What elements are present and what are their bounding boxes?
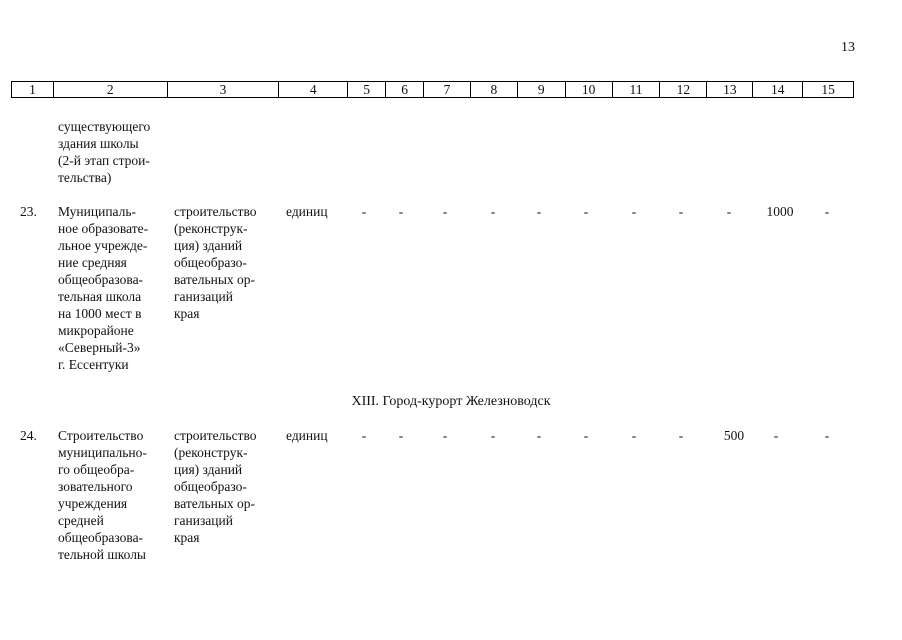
row-23-col-10: - — [583, 204, 589, 219]
row-23-col-5: - — [361, 204, 367, 219]
row-24-col-12: - — [678, 428, 684, 443]
header-col-2: 2 — [54, 82, 168, 97]
row-24-name: Строительство муниципально- го общеобра- зовательного учреждения средней общеобразова- тельной школы — [58, 428, 147, 562]
row-23-type: строительство (реконструк- ция) зданий общеобразо- вательных ор- ганизаций края — [174, 204, 257, 321]
header-col-1: 1 — [12, 82, 54, 97]
header-col-6: 6 — [386, 82, 424, 97]
row-23-col-12: - — [678, 204, 684, 219]
header-col-9: 9 — [518, 82, 566, 97]
row-23-col-9: - — [536, 204, 542, 219]
header-col-12: 12 — [660, 82, 707, 97]
row-23-name: Муниципаль- ное образовате- льное учрежде- ние средняя общеобразова- тельная школа на 1000 мест в микрорайоне «Северный-3» г. Ессентуки — [58, 204, 149, 372]
header-col-10: 10 — [566, 82, 613, 97]
table-header-row — [11, 81, 854, 98]
header-col-3: 3 — [168, 82, 280, 97]
page-number: 13 — [841, 40, 855, 55]
row-24-col-15: - — [824, 428, 830, 443]
header-col-7: 7 — [424, 82, 471, 97]
row-24-col-7: - — [442, 428, 448, 443]
row-24-col-13: 500 — [723, 428, 745, 443]
row-23-col-8: - — [490, 204, 496, 219]
row-23-col-6: - — [398, 204, 404, 219]
row-24-col-9: - — [536, 428, 542, 443]
row-23-col-14: 1000 — [766, 204, 794, 219]
row-23-unit: единиц — [286, 204, 328, 219]
row-24-number: 24. — [20, 428, 37, 443]
row-24-col-11: - — [631, 428, 637, 443]
header-col-11: 11 — [613, 82, 661, 97]
continuation-name: существующего здания школы (2-й этап строи- тельства) — [58, 119, 151, 185]
header-col-14: 14 — [753, 82, 803, 97]
header-col-4: 4 — [279, 82, 348, 97]
header-col-8: 8 — [471, 82, 518, 97]
row-24-col-6: - — [398, 428, 404, 443]
row-23-col-11: - — [631, 204, 637, 219]
row-24-type: строительство (реконструк- ция) зданий общеобразо- вательных ор- ганизаций края — [174, 428, 257, 545]
row-24-col-14: - — [773, 428, 779, 443]
section-title: XIII. Город-курорт Железноводск — [351, 394, 551, 409]
header-col-15: 15 — [821, 82, 835, 97]
row-23-col-13: - — [726, 204, 732, 219]
row-23-col-7: - — [442, 204, 448, 219]
row-24-unit: единиц — [286, 428, 328, 443]
header-col-13: 13 — [707, 82, 753, 97]
row-23-col-15: - — [824, 204, 830, 219]
row-24-col-5: - — [361, 428, 367, 443]
row-24-col-8: - — [490, 428, 496, 443]
row-23-number: 23. — [20, 204, 37, 219]
header-col-5: 5 — [348, 82, 386, 97]
row-24-col-10: - — [583, 428, 589, 443]
